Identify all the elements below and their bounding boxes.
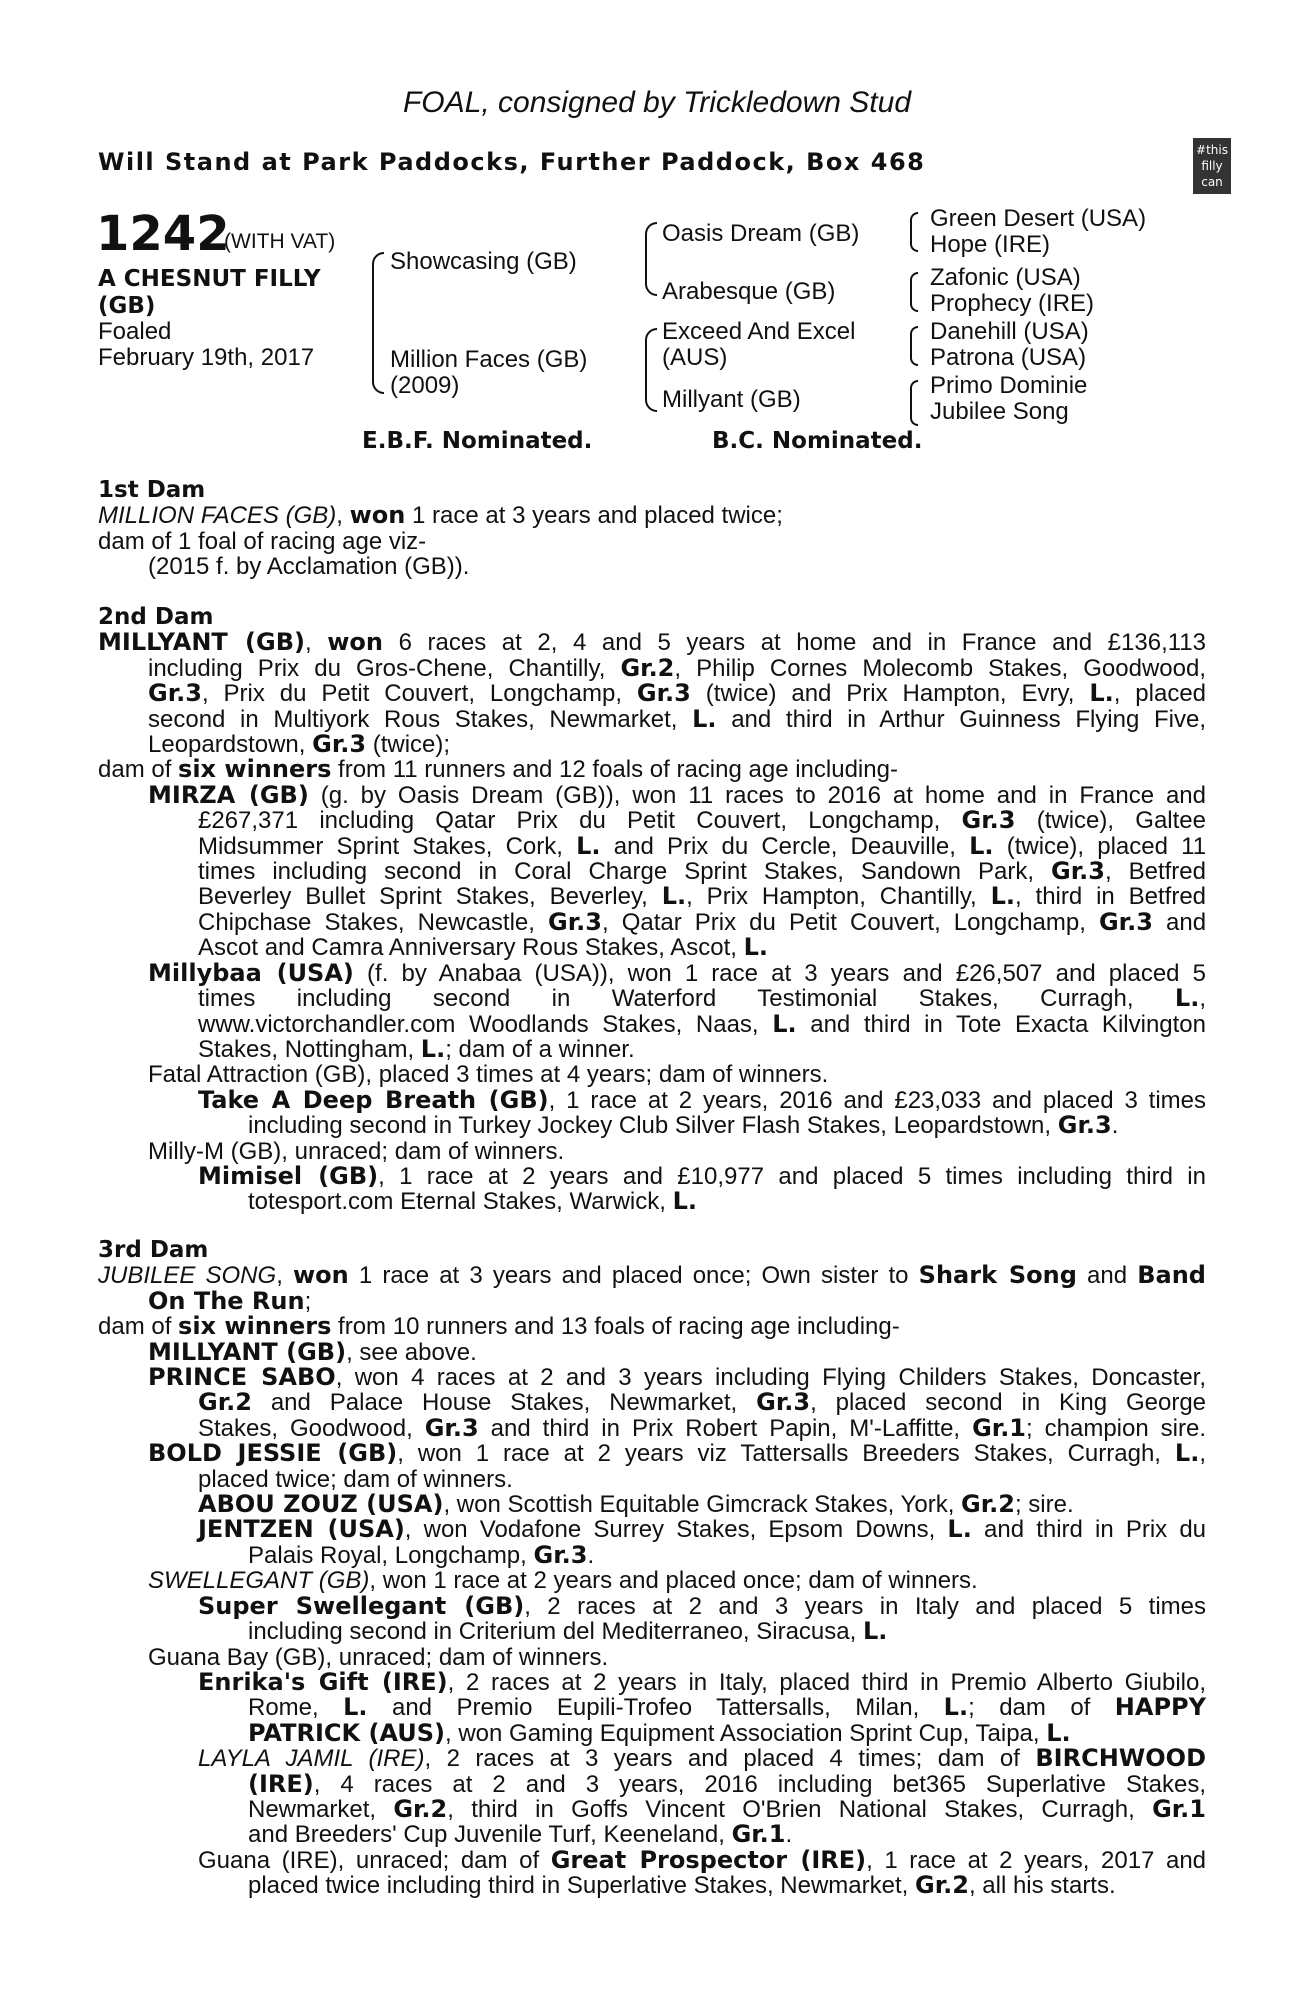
foaled-label: Foaled (98, 318, 172, 345)
text-line: Mimisel (GB), 1 race at 2 years and £10,977 and placed 5 times including third in (198, 1161, 1206, 1190)
great-grandparent: Patrona (USA) (930, 344, 1087, 371)
lot-name: A CHESNUT FILLY (98, 266, 321, 292)
text-line: MILLION FACES (GB), won 1 race at 3 years and placed twice; (98, 501, 783, 530)
brace-ggs-1 (910, 212, 918, 252)
great-grandparent: Jubilee Song (930, 398, 1069, 425)
great-grandparent: Zafonic (USA) (930, 264, 1081, 291)
text-line: MIRZA (GB) (g. by Oasis Dream (GB)), won 11 races to 2016 at home and in France and (148, 780, 1207, 809)
foaled-date: February 19th, 2017 (98, 344, 315, 371)
this-filly-can-logo (1193, 138, 1231, 194)
dam-sire: Exceed And Excel (662, 318, 856, 345)
pedigree-brace-main (372, 252, 384, 394)
text-line: Take A Deep Breath (GB), 1 race at 2 years, 2016 and £23,033 and placed 3 times (198, 1085, 1207, 1114)
brace-ggs-2 (910, 272, 918, 312)
great-grandparent: Green Desert (USA) (930, 205, 1147, 232)
text-line: dam of six winners from 10 runners and 13 foals of racing age including- (98, 1312, 900, 1341)
text-line: dam of 1 foal of racing age viz- (98, 527, 427, 555)
text-line: Stakes, Goodwood, Gr.3 and third in Prix Robert Papin, M'-Laffitte, Gr.1; champion sire. (198, 1413, 1207, 1442)
second-dam-section (98, 605, 1206, 1215)
text-line: £267,371 including Qatar Prix du Petit Couvert, Longchamp, Gr.3 (twice), Galtee (198, 806, 1206, 835)
page-title: FOAL, consigned by Trickledown Stud (402, 86, 912, 119)
vat-note: (WITH VAT) (224, 230, 336, 253)
section-heading: 2nd Dam (98, 604, 214, 630)
section-heading: 3rd Dam (98, 1237, 209, 1263)
text-line: placed twice; dam of winners. (198, 1465, 513, 1493)
logo-text: #this filly can (1196, 143, 1228, 189)
text-line: Chipchase Stakes, Newcastle, Gr.3, Qatar Prix du Petit Couvert, Longchamp, Gr.3 and (198, 907, 1207, 936)
text-line: including second in Criterium del Mediterraneo, Siracusa, L. (248, 1617, 888, 1646)
text-line: MILLYANT (GB), won 6 races at 2, 4 and 5 years at home and in France and £136,113 (98, 628, 1207, 657)
text-line: Milly-M (GB), unraced; dam of winners. (148, 1137, 565, 1165)
text-line: Guana (IRE), unraced; dam of Great Prospector (IRE), 1 race at 2 years, 2017 and (198, 1845, 1207, 1874)
dam-dam: Millyant (GB) (662, 386, 801, 413)
great-grandparent: Primo Dominie (930, 372, 1088, 399)
text-line: JENTZEN (USA), won Vodafone Surrey Stakes, Epsom Downs, L. and third in Prix du (198, 1515, 1207, 1544)
third-dam-section (98, 1238, 1206, 1899)
great-grandparent: Danehill (USA) (930, 318, 1089, 345)
text-line: totesport.com Eternal Stakes, Warwick, L. (248, 1187, 698, 1216)
sire: Showcasing (GB) (390, 248, 577, 275)
stand-location: Will Stand at Park Paddocks, Further Paddock, Box 468 (98, 148, 926, 176)
text-line: SWELLEGANT (GB), won 1 race at 2 years and placed once; dam of winners. (148, 1567, 978, 1595)
text-line: Fatal Attraction (GB), placed 3 times at 4 years; dam of winners. (148, 1061, 829, 1089)
text-line: Millybaa (USA) (f. by Anabaa (USA)), won 1 race at 3 years and £26,507 and placed 5 (148, 958, 1207, 987)
great-grandparent: Prophecy (IRE) (930, 290, 1095, 317)
text-line: www.victorchandler.com Woodlands Stakes, Naas, L. and third in Tote Exacta Kilvington (198, 1009, 1206, 1038)
text-line: times including second in Waterford Testimonial Stakes, Curragh, L., (198, 984, 1206, 1013)
great-grandparent: Hope (IRE) (930, 231, 1051, 258)
text-line: Midsummer Sprint Stakes, Cork, L. and Prix du Cercle, Deauville, L. (twice), placed 11 (198, 831, 1207, 860)
text-line: On The Run; (148, 1286, 312, 1315)
brace-ggs-3 (910, 326, 918, 366)
text-line: LAYLA JAMIL (IRE), 2 races at 3 years and placed 4 times; dam of BIRCHWOOD (198, 1744, 1206, 1773)
text-line: including second in Turkey Jockey Club Silver Flash Stakes, Leopardstown, Gr.3. (248, 1111, 1119, 1140)
first-dam-section (98, 478, 1206, 580)
text-line: JUBILEE SONG, won 1 race at 3 years and placed once; Own sister to Shark Song and Band (98, 1261, 1206, 1290)
lot-name-country: (GB) (98, 293, 156, 319)
text-line: including Prix du Gros-Chene, Chantilly, Gr.2, Philip Cornes Molecomb Stakes, Goodwood, (148, 653, 1206, 682)
lot-number: 1242 (96, 206, 230, 262)
text-line: Newmarket, Gr.2, third in Goffs Vincent O'Brien National Stakes, Curragh, Gr.1 (248, 1794, 1206, 1823)
ebf-nominated: E.B.F. Nominated. (362, 428, 593, 454)
text-line: ABOU ZOUZ (USA), won Scottish Equitable Gimcrack Stakes, York, Gr.2; sire. (198, 1490, 1074, 1519)
section-heading: 1st Dam (98, 477, 206, 503)
text-line: and Breeders' Cup Juvenile Turf, Keeneland, Gr.1. (248, 1820, 793, 1849)
text-line: Guana Bay (GB), unraced; dam of winners. (148, 1643, 609, 1671)
text-line: (IRE), 4 races at 2 and 3 years, 2016 including bet365 Superlative Stakes, (248, 1769, 1206, 1798)
text-line: Gr.2 and Palace House Stakes, Newmarket, Gr.3, placed second in King George (198, 1388, 1207, 1417)
brace-ggs-4 (910, 380, 918, 426)
sire-dam: Arabesque (GB) (662, 278, 836, 305)
text-line: PATRICK (AUS), won Gaming Equipment Association Sprint Cup, Taipa, L. (248, 1718, 1071, 1747)
text-line: BOLD JESSIE (GB), won 1 race at 2 years viz Tattersalls Breeders Stakes, Curragh, L., (148, 1439, 1206, 1468)
text-line: Palais Royal, Longchamp, Gr.3. (248, 1540, 595, 1569)
text-line: placed twice including third in Superlative Stakes, Newmarket, Gr.2, all his starts. (248, 1871, 1116, 1900)
text-line: Rome, L. and Premio Eupili-Trofeo Tattersalls, Milan, L.; dam of HAPPY (248, 1693, 1206, 1722)
text-line: Super Swellegant (GB), 2 races at 2 and 3 years in Italy and placed 5 times (198, 1591, 1206, 1620)
text-line: Gr.3, Prix du Petit Couvert, Longchamp, Gr.3 (twice) and Prix Hampton, Evry, L., placed (148, 679, 1207, 708)
text-line: dam of six winners from 11 runners and 12 foals of racing age including- (98, 755, 898, 784)
dam-sire-country: (AUS) (662, 344, 728, 371)
text-line: Enrika's Gift (IRE), 2 races at 2 years in Italy, placed third in Premio Alberto Giubilo, (198, 1667, 1207, 1696)
text-line: Stakes, Nottingham, L.; dam of a winner. (198, 1034, 635, 1063)
text-line: MILLYANT (GB), see above. (148, 1337, 477, 1366)
bc-nominated: B.C. Nominated. (712, 428, 923, 454)
dam: Million Faces (GB) (390, 346, 588, 373)
pedigree-brace-sire (645, 222, 657, 296)
text-line: Leopardstown, Gr.3 (twice); (148, 730, 451, 759)
text-line: (2015 f. by Acclamation (GB)). (148, 553, 470, 581)
sire-sire: Oasis Dream (GB) (662, 220, 860, 247)
text-line: Ascot and Camra Anniversary Rous Stakes, Ascot, L. (198, 933, 769, 962)
dam-year: (2009) (390, 372, 460, 399)
pedigree-brace-dam (645, 328, 657, 412)
text-line: PRINCE SABO, won 4 races at 2 and 3 years including Flying Childers Stakes, Doncaster, (148, 1363, 1207, 1392)
text-line: times including second in Coral Charge Sprint Stakes, Sandown Park, Gr.3, Betfred (198, 857, 1206, 886)
text-line: second in Multiyork Rous Stakes, Newmarket, L. and third in Arthur Guinness Flying Five, (148, 704, 1206, 733)
text-line: Beverley Bullet Sprint Stakes, Beverley, L., Prix Hampton, Chantilly, L., third in Betfred (198, 882, 1207, 911)
